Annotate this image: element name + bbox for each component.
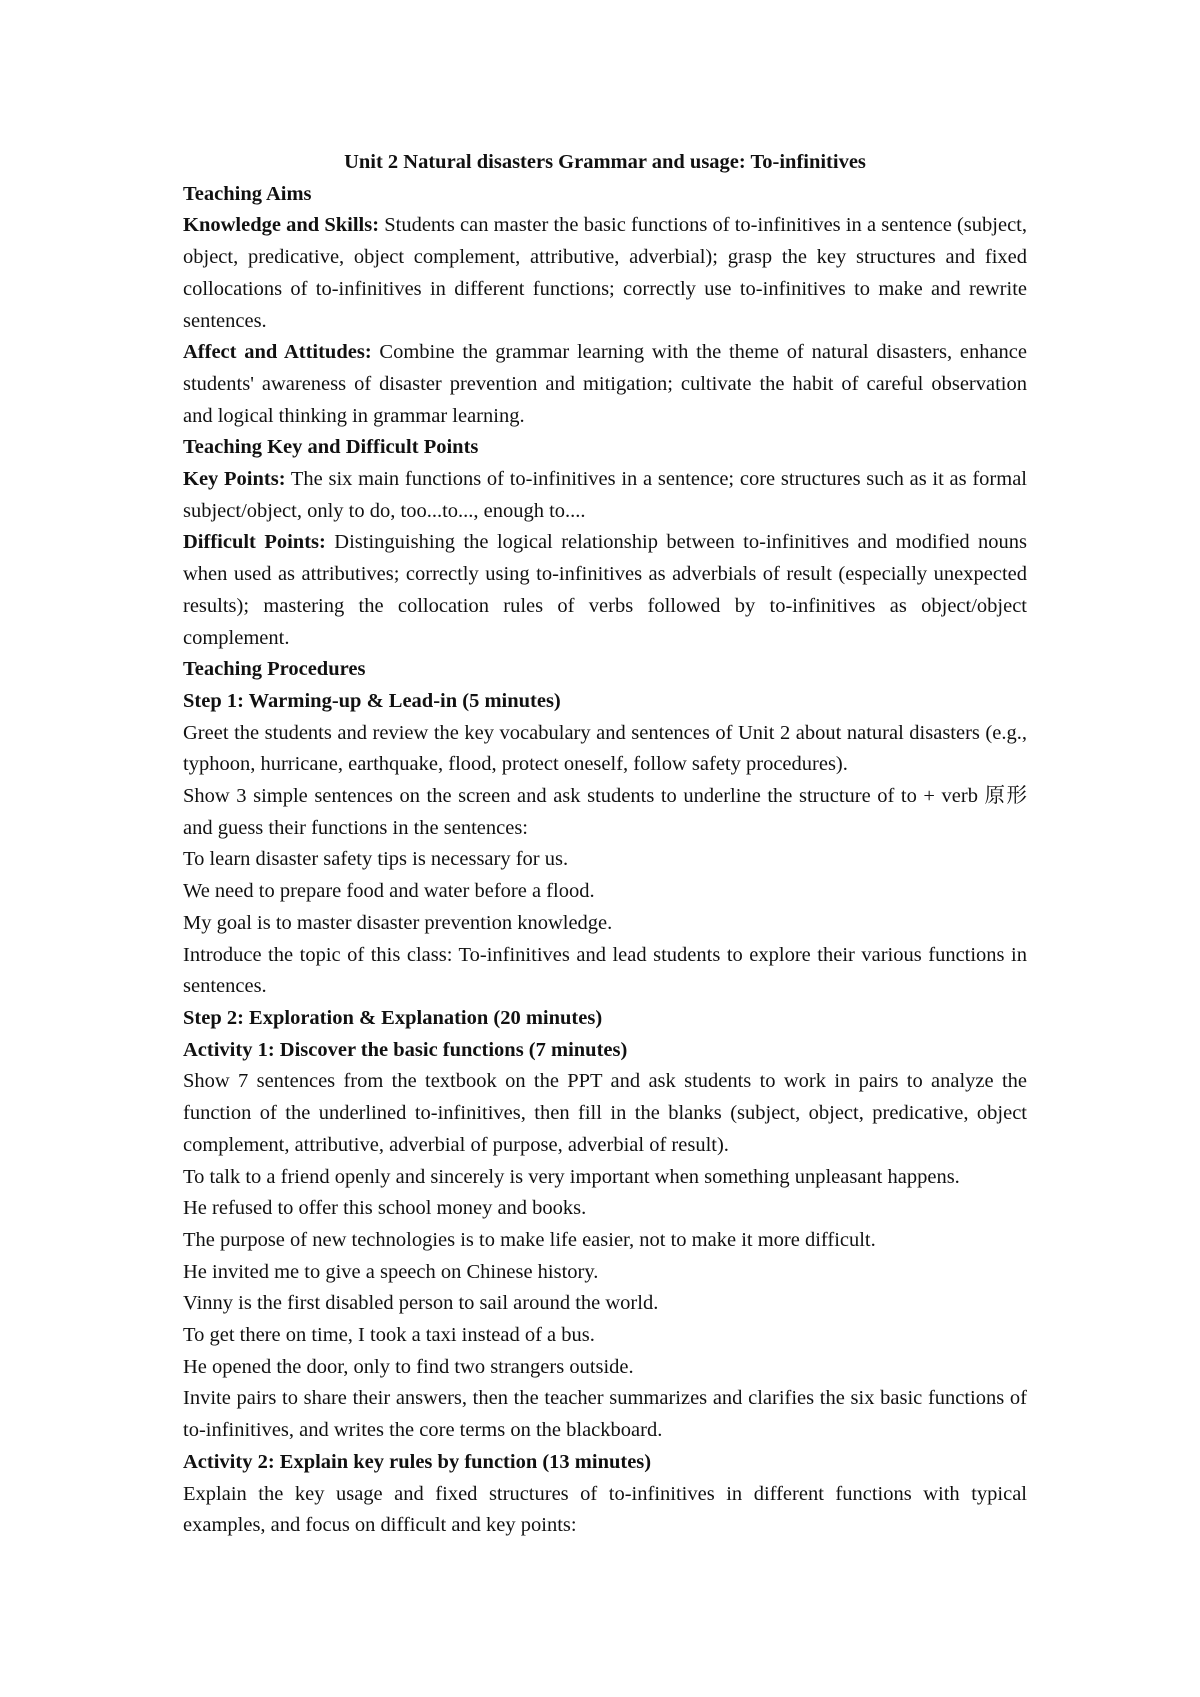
document-title: Unit 2 Natural disasters Grammar and usage: To-infinitives	[344, 151, 866, 173]
activity1-example-sentence-4: He invited me to give a speech on Chinese history.	[183, 1260, 599, 1283]
step1-example-sentence-2: We need to prepare food and water before a flood.	[183, 880, 595, 903]
activity2-heading: Activity 2: Explain key rules by function (13 minutes)	[183, 1450, 652, 1473]
document-page	[183, 147, 1027, 1542]
difficult-points-text: Distinguishing the logical relationship between to-infinitives and modified nouns when used as attributives; correctly using to-infinitives as adverbials of result (especially unexpected results); mastering the collocation rules of verbs followed by to-infinitives as object/object complement.	[183, 531, 1028, 649]
activity1-heading: Activity 1: Discover the basic functions (7 minutes)	[183, 1038, 628, 1061]
activity1-summary-paragraph: Invite pairs to share their answers, then the teacher summarizes and clarifies the six basic functions of to-infinitives, and writes the core terms on the blackboard.	[183, 1387, 1027, 1442]
step1-heading: Step 1: Warming-up & Lead-in (5 minutes)	[183, 689, 561, 712]
activity1-instructions-paragraph: Show 7 sentences from the textbook on the PPT and ask students to work in pairs to analyze the function of the underlined to-infinitives, then fill in the blanks (subject, object, predicative, object complement, attributive, adverbial of purpose, adverbial of result).	[183, 1070, 1027, 1156]
difficult-points-paragraph	[183, 527, 1027, 654]
step1-show-sentences-paragraph: Show 3 simple sentences on the screen and ask students to underline the structure of to + verb 原形 and guess their functions in the sentences:	[183, 785, 1027, 839]
key-points-text: The six main functions of to-infinitives in a sentence; core structures such as it as formal subject/object, only to do, too...to..., enough to....	[183, 468, 1028, 522]
step1-example-sentence-1: To learn disaster safety tips is necessary for us.	[183, 848, 569, 871]
key-points-label: Key Points:	[183, 468, 286, 491]
step1-introduce-topic-paragraph: Introduce the topic of this class: To-infinitives and lead students to explore their various functions in sentences.	[183, 943, 1027, 998]
teaching-aims-heading: Teaching Aims	[183, 182, 312, 205]
activity1-example-sentence-2: He refused to offer this school money and books.	[183, 1197, 587, 1220]
activity1-example-sentence-6: To get there on time, I took a taxi instead of a bus.	[183, 1324, 595, 1347]
activity1-example-sentence-3: The purpose of new technologies is to make life easier, not to make it more difficult.	[183, 1228, 876, 1251]
step1-example-sentence-3: My goal is to master disaster prevention knowledge.	[183, 911, 613, 934]
teaching-procedures-heading: Teaching Procedures	[183, 658, 366, 681]
activity1-example-sentence-5: Vinny is the first disabled person to sail around the world.	[183, 1292, 659, 1315]
difficult-points-label: Difficult Points:	[183, 531, 326, 554]
affect-attitudes-label: Affect and Attitudes:	[183, 341, 372, 364]
activity1-example-sentence-7: He opened the door, only to find two strangers outside.	[183, 1355, 634, 1378]
key-difficult-points-heading: Teaching Key and Difficult Points	[183, 436, 479, 459]
knowledge-skills-text: Students can master the basic functions of to-infinitives in a sentence (subject, object, predicative, object complement, attributive, adverbial); grasp the key structures and fixed collocations of to-infinitives in different functions; correctly use to-infinitives to make and rewrite sentences.	[183, 214, 1027, 332]
knowledge-skills-label: Knowledge and Skills:	[183, 214, 380, 237]
knowledge-skills-paragraph	[183, 210, 1027, 337]
activity2-instructions-paragraph: Explain the key usage and fixed structures of to-infinitives in different functions with typical examples, and focus on difficult and key points:	[183, 1482, 1027, 1537]
affect-attitudes-paragraph	[183, 337, 1027, 432]
key-points-paragraph	[183, 464, 1027, 527]
step2-heading: Step 2: Exploration & Explanation (20 minutes)	[183, 1006, 603, 1029]
step1-greeting-paragraph: Greet the students and review the key vocabulary and sentences of Unit 2 about natural disasters (e.g., typhoon, hurricane, earthquake, flood, protect oneself, follow safety procedures).	[183, 721, 1027, 776]
affect-attitudes-text: Combine the grammar learning with the theme of natural disasters, enhance students' awareness of disaster prevention and mitigation; cultivate the habit of careful observation and logical thinking in grammar learning.	[183, 341, 1028, 427]
activity1-example-sentence-1: To talk to a friend openly and sincerely is very important when something unpleasant happens.	[183, 1165, 960, 1188]
